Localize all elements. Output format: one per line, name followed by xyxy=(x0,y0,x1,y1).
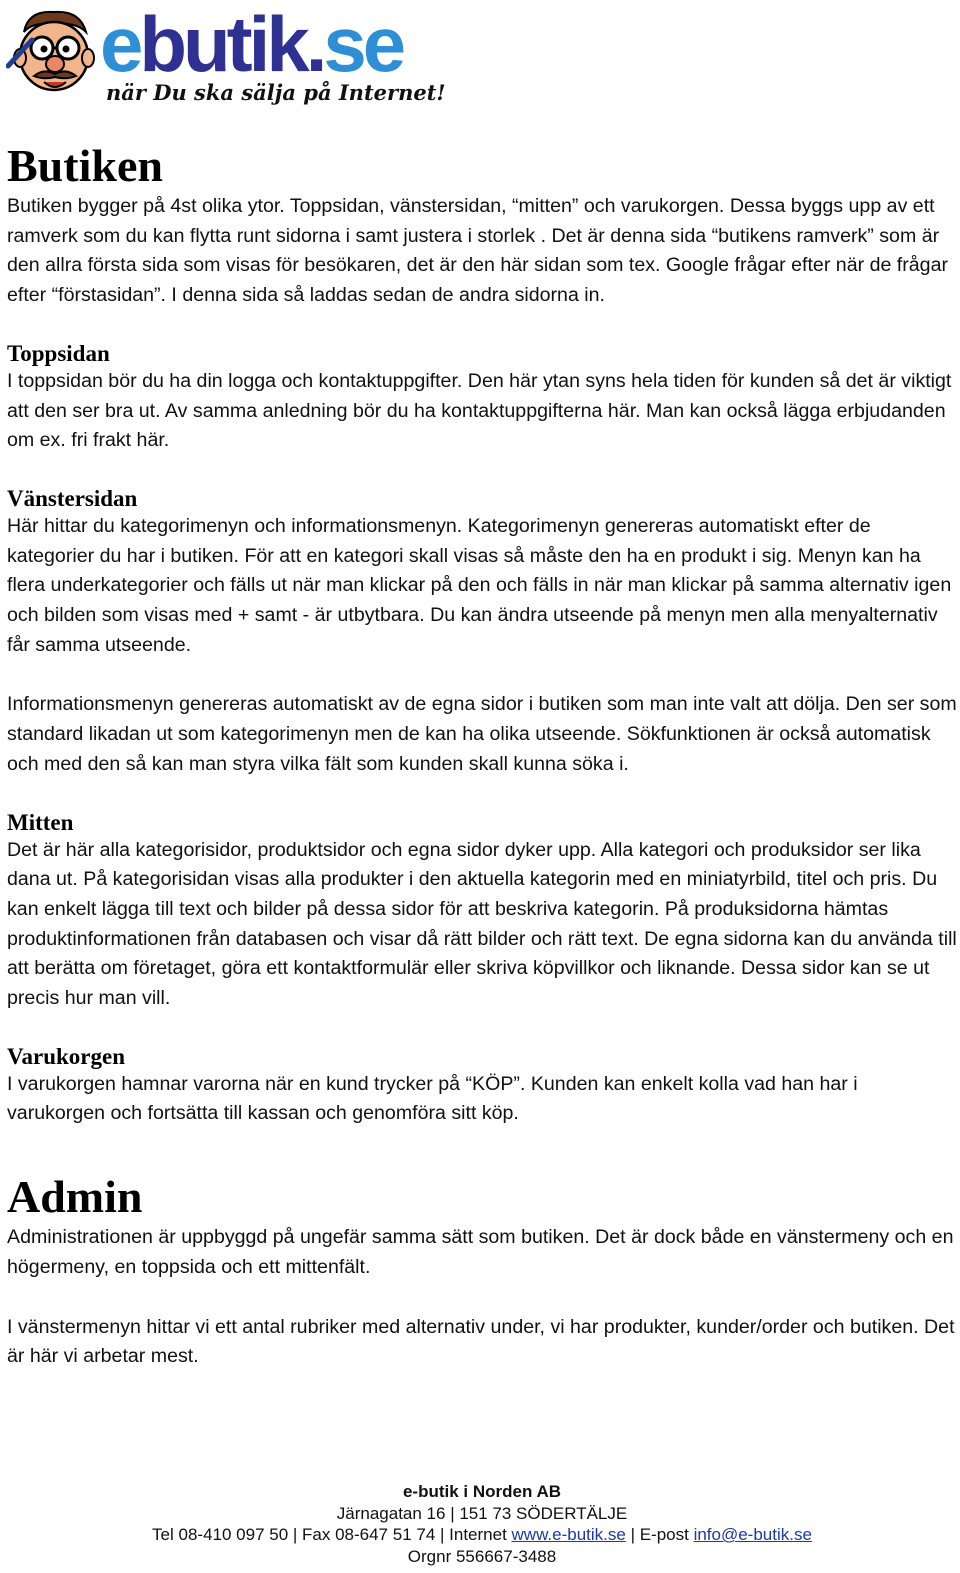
logo-wordmark xyxy=(100,2,402,86)
logo-butik: butik xyxy=(139,0,306,88)
footer-web-link[interactable]: www.e-butik.se xyxy=(511,1525,626,1544)
cartoon-face-logo-icon xyxy=(6,4,102,108)
footer-separator: | E-post xyxy=(625,1525,694,1544)
paragraph-mitten: Det är här alla kategorisidor, produktsidor och egna sidor dyker upp. Alla kategori och produksidor ser lika dana ut. På kategorisidan visas alla produkter i den aktuella kategorin med en miniatyrbild, titel och pris. Du kan enkelt lägga till text och bilder på dessa sidor för att beskriva kategorin. På produksidorna hämtas produktinformationen från databasen och visar då rätt bilder och rätt text. De egna sidorna kan du använda till att berätta om företaget, göra ett kontaktformulär eller skriva köpvillkor och liknande. Dessa sidor kan se ut precis hur man vill. xyxy=(7,838,957,1010)
paragraph-toppsidan: I toppsidan bör du ha din logga och kontaktuppgifter. Den här ytan syns hela tiden för kunden så det är viktigt att den ser bra ut. Av samma anledning bör du ha kontaktuppgifterna här. Man kan också lägga erbjudanden om ex. fri frakt här. xyxy=(7,369,952,452)
page-footer xyxy=(0,1481,960,1567)
logo-dot: . xyxy=(305,0,324,88)
logo-se: se xyxy=(323,0,403,88)
heading-admin: Admin xyxy=(7,1171,143,1223)
paragraph-admin-2: I vänstermenyn hittar vi ett antal rubriker med alternativ under, vi har produkter, kunder/order och butiken. Det är här vi arbetar mest. xyxy=(7,1315,955,1368)
paragraph-vanstersidan-1: Här hittar du kategorimenyn och informationsmenyn. Kategorimenyn genereras automatiskt efter de kategorier du har i butiken. För att en kategori skall visas så måste den ha en produkt i sig. Menyn kan ha flera underkategorier och fälls ut när man klickar på den och fälls in när man klickar på samma alternativ igen och bilden som visas med + samt - är utbytbara. Du kan ändra utseende på menyn men alla menyalternativ får samma utseende. xyxy=(7,514,952,656)
document-content xyxy=(7,140,959,1372)
ebutik-logo[interactable] xyxy=(6,0,446,114)
heading-varukorgen: Varukorgen xyxy=(7,1043,125,1069)
logo-tagline: när Du ska sälja på Internet! xyxy=(106,80,446,105)
heading-mitten: Mitten xyxy=(7,809,74,835)
footer-tel-fax: Tel 08-410 097 50 | Fax 08-647 51 74 | Internet xyxy=(152,1525,512,1544)
paragraph-butiken: Butiken bygger på 4st olika ytor. Toppsidan, vänstersidan, “mitten” och varukorgen. Dessa byggs upp av ett ramverk som du kan flytta runt sidorna i samt justera i storlek . Det är denna sida “butikens ramverk” som är den allra första sida som visas för besökaren, det är den här sidan som tex. Google frågar efter när de frågar efter “förstasidan”. I denna sida så laddas sedan de andra sidorna in. xyxy=(7,195,948,307)
heading-butiken: Butiken xyxy=(7,140,163,191)
footer-email-link[interactable]: info@e-butik.se xyxy=(693,1525,812,1544)
heading-toppsidan: Toppsidan xyxy=(7,340,110,366)
footer-company: e-butik i Norden AB xyxy=(402,1482,562,1501)
footer-orgnr: Orgnr 556667-3488 xyxy=(407,1546,557,1566)
logo-e: e xyxy=(100,0,140,88)
footer-contact-line xyxy=(0,1524,960,1546)
paragraph-vanstersidan-2: Informationsmenyn genereras automatiskt av de egna sidor i butiken som man inte valt att dölja. Den ser som standard likadan ut som kategorimenyn men de kan ha olika utseende. Sökfunktionen är också automatisk och med den så kan man styra vilka fält som kunden skall kunna söka i. xyxy=(7,693,957,775)
heading-vanstersidan: Vänstersidan xyxy=(7,485,138,511)
paragraph-varukorgen: I varukorgen hamnar varorna när en kund trycker på “KÖP”. Kunden kan enkelt kolla vad han har i varukorgen och fortsätta till kassan och genomföra sitt köp. xyxy=(7,1072,858,1125)
footer-address: Järnagatan 16 | 151 73 SÖDERTÄLJE xyxy=(336,1503,628,1523)
paragraph-admin-1: Administrationen är uppbyggd på ungefär samma sätt som butiken. Det är dock både en vänstermeny och en högermeny, en toppsida och ett mittenfält. xyxy=(7,1226,954,1278)
